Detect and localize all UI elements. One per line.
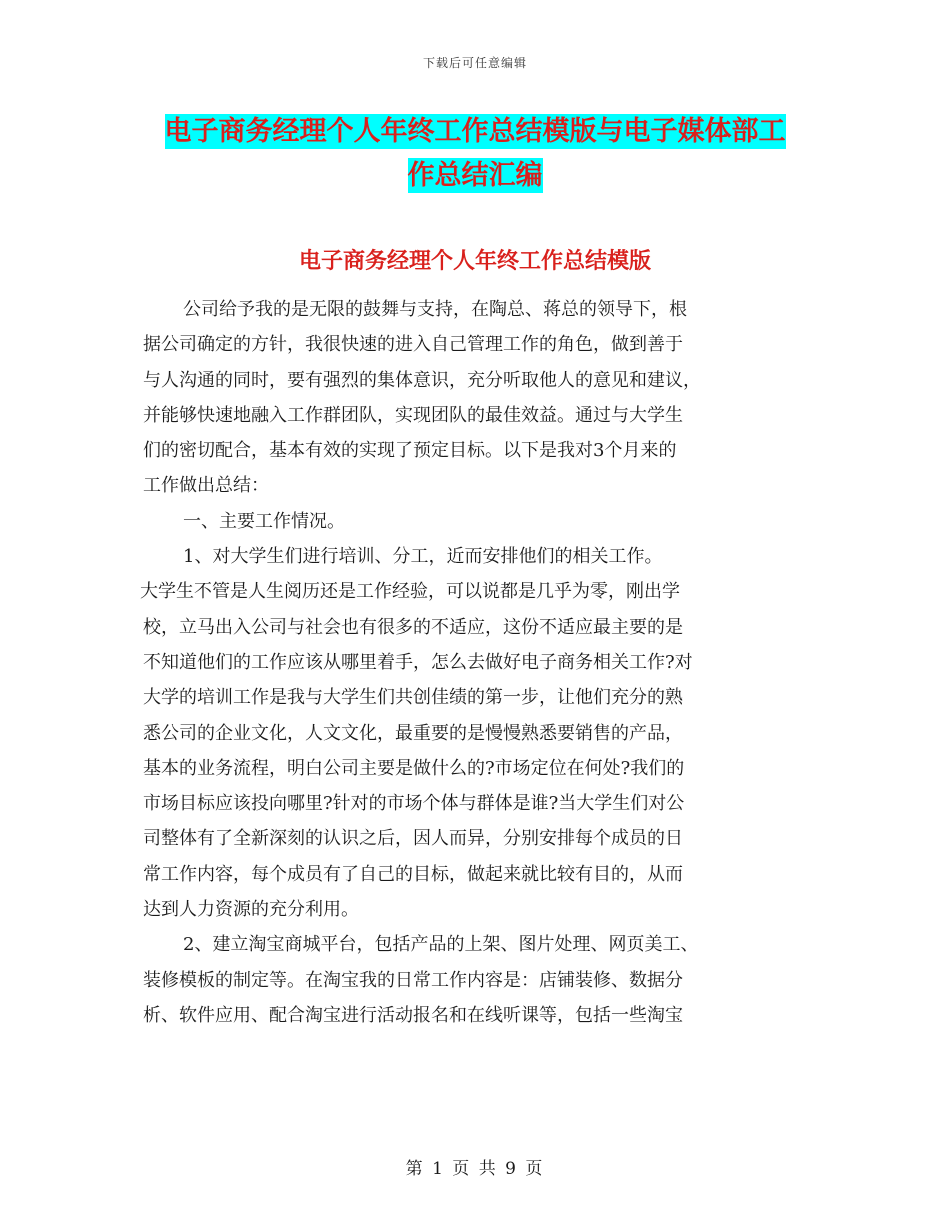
body-line: 校，立马出入公司与社会也有很多的不适应，这份不适应最主要的是 [143,616,683,638]
body-line: 悉公司的企业文化，人文文化，最重要的是慢慢熟悉要销售的产品， [143,722,683,744]
section-heading: 电子商务经理个人年终工作总结模版 [298,249,651,274]
body-line: 市场目标应该投向哪里?针对的市场个体与群体是谁?当大学生们对公 [143,793,685,815]
body-line: 不知道他们的工作应该从哪里着手，怎么去做好电子商务相关工作?对 [143,651,693,673]
title-highlight-2: 作总结汇编 [407,160,543,191]
body-line: 大学的培训工作是我与大学生们共创佳绩的第一步，让他们充分的熟 [143,687,683,709]
body-line: 达到人力资源的充分利用。 [143,899,359,921]
header-note: 下载后可任意编辑 [422,56,527,70]
body-line: 装修模板的制定等。在淘宝我的日常工作内容是：店铺装修、数据分 [143,969,683,991]
body-line: 一、主要工作情况。 [183,510,345,532]
title-highlight-1: 电子商务经理个人年终工作总结模版与电子媒体部工 [164,116,786,147]
body-line: 们的密切配合，基本有效的实现了预定目标。以下是我对3个月来的 [143,440,677,462]
body-line: 常工作内容，每个成员有了自己的目标，做起来就比较有目的，从而 [143,863,683,885]
body-line: 工作做出总结： [143,475,269,497]
body-line: 析、软件应用、配合淘宝进行活动报名和在线听课等，包括一些淘宝 [143,1004,683,1026]
body-line: 公司给予我的是无限的鼓舞与支持，在陶总、蒋总的领导下，根 [183,299,687,320]
page-footer: 第 1 页 共 9 页 [405,1159,545,1179]
body-line: 与人沟通的同时，要有强烈的集体意识，充分听取他人的意见和建议， [143,369,701,391]
body-line: 据公司确定的方针，我很快速的进入自己管理工作的角色，做到善于 [143,334,683,356]
document-title-line-2 [140,156,810,196]
body-line: 并能够快速地融入工作群团队，实现团队的最佳效益。通过与大学生 [143,404,683,426]
body-line: 1、对大学生们进行培训、分工，近而安排他们的相关工作。 [183,546,663,568]
document-body [140,292,803,1033]
body-line: 司整体有了全新深刻的认识之后，因人而异，分别安排每个成员的日 [143,828,683,850]
body-line: 2、建立淘宝商城平台，包括产品的上架、图片处理、网页美工、 [183,934,699,956]
document-title-line-1 [140,112,810,152]
body-line: 基本的业务流程，明白公司主要是做什么的?市场定位在何处?我们的 [143,757,685,779]
body-line: 大学生不管是人生阅历还是工作经验，可以说都是几乎为零，刚出学 [140,581,680,603]
